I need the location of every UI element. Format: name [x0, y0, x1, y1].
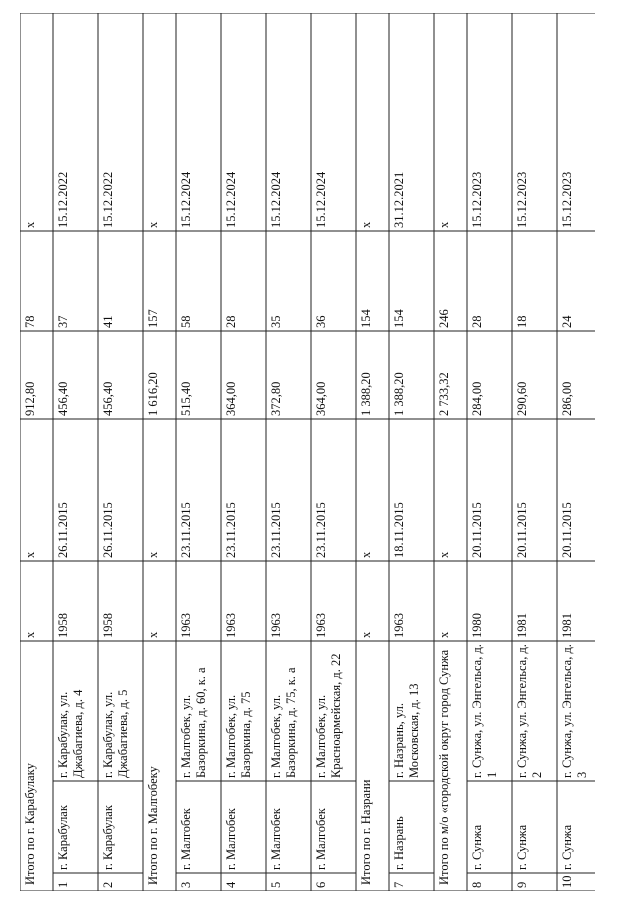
cell-city: г. Назрань — [392, 816, 406, 870]
cell-area: 286,00 — [560, 381, 574, 416]
cell-deadline: 15.12.2022 — [56, 171, 70, 228]
cell-address: г. Сунжа, ул. Энгельса, д. 3 — [560, 644, 589, 778]
cell-city: г. Сунжа — [470, 824, 484, 870]
cell-deadline: 15.12.2024 — [224, 171, 238, 228]
cell-address: г. Малгобек, ул. Базоркина, д. 60, к. а — [179, 667, 208, 778]
cell-recognition-date: 23.11.2015 — [179, 502, 193, 558]
cell-year-built: 1963 — [314, 613, 328, 638]
cell-recognition-date: 18.11.2015 — [392, 502, 406, 558]
cell-year-built: 1963 — [224, 613, 238, 638]
subtotal-area: 912,80 — [23, 381, 37, 416]
cell-area: 364,00 — [224, 381, 238, 416]
cell-residents: 35 — [269, 315, 283, 328]
cell-deadline: 15.12.2024 — [179, 171, 193, 228]
cell-residents: 41 — [101, 315, 115, 328]
cell-year-built: 1963 — [269, 613, 283, 638]
cell-address: г. Карабулак, ул. Джабагиева, д. 4 — [56, 689, 85, 778]
subtotal-year-built: х — [359, 631, 373, 638]
subtotal-recognition-date: х — [437, 551, 451, 558]
cell-row-number: 3 — [179, 881, 193, 888]
cell-row-number: 2 — [101, 881, 115, 888]
cell-area: 372,80 — [269, 381, 283, 416]
cell-row-number: 7 — [392, 881, 406, 888]
cell-city: г. Сунжа — [560, 824, 574, 870]
cell-deadline: 15.12.2024 — [269, 171, 283, 228]
subtotal-recognition-date: х — [146, 551, 160, 558]
cell-deadline: 15.12.2023 — [560, 171, 574, 228]
cell-year-built: 1963 — [179, 613, 193, 638]
subtotal-recognition-date: х — [23, 551, 37, 558]
subtotal-residents: 78 — [23, 315, 37, 328]
cell-residents: 28 — [470, 315, 484, 328]
cell-address: г. Малгобек, ул. Базоркина, д. 75 — [224, 691, 253, 778]
cell-deadline: 15.12.2024 — [314, 171, 328, 228]
cell-year-built: 1981 — [515, 613, 529, 638]
subtotal-area: 1 616,20 — [146, 372, 160, 416]
subtotal-deadline: х — [359, 221, 373, 228]
cell-area: 364,00 — [314, 381, 328, 416]
cell-city: г. Сунжа — [515, 824, 529, 870]
subtotal-year-built: х — [437, 631, 451, 638]
cell-area: 456,40 — [56, 381, 70, 416]
cell-recognition-date: 23.11.2015 — [314, 502, 328, 558]
cell-address: г. Карабулак, ул. Джабагиева, д. 5 — [101, 689, 130, 778]
subtotal-area: 1 388,20 — [359, 372, 373, 416]
cell-deadline: 15.12.2022 — [101, 171, 115, 228]
cell-recognition-date: 20.11.2015 — [515, 502, 529, 558]
cell-recognition-date: 23.11.2015 — [224, 502, 238, 558]
subtotal-area: 2 733,32 — [437, 372, 451, 416]
subtotal-residents: 154 — [359, 309, 373, 328]
cell-area: 456,40 — [101, 381, 115, 416]
cell-row-number: 8 — [470, 881, 484, 888]
cell-residents: 36 — [314, 315, 328, 328]
cell-address: г. Сунжа, ул. Энгельса, д. 1 — [470, 644, 499, 778]
cell-deadline: 15.12.2023 — [515, 171, 529, 228]
cell-residents: 24 — [560, 315, 574, 328]
cell-year-built: 1958 — [56, 613, 70, 638]
subtotal-label: Итого по м/о «городской округ город Сунжа — [437, 649, 451, 885]
cell-row-number: 6 — [314, 881, 328, 888]
subtotal-label: Итого по г. Малгобеку — [146, 766, 160, 885]
subtotal-year-built: х — [146, 631, 160, 638]
cell-address: г. Сунжа, ул. Энгельса, д. 2 — [515, 644, 544, 778]
subtotal-recognition-date: х — [359, 551, 373, 558]
cell-residents: 18 — [515, 315, 529, 328]
rotated-table-page — [20, 13, 595, 891]
cell-area: 290,60 — [515, 381, 529, 416]
cell-year-built: 1980 — [470, 613, 484, 638]
cell-recognition-date: 20.11.2015 — [470, 502, 484, 558]
subtotal-residents: 246 — [437, 309, 451, 328]
subtotal-deadline: х — [23, 221, 37, 228]
cell-row-number: 5 — [269, 881, 283, 888]
cell-city: г. Малгобек — [224, 808, 238, 870]
subtotal-label: Итого по г. Карабулаку — [23, 763, 37, 885]
subtotal-deadline: х — [437, 221, 451, 228]
cell-row-number: 9 — [515, 881, 529, 888]
cell-residents: 28 — [224, 315, 238, 328]
cell-year-built: 1958 — [101, 613, 115, 638]
cell-residents: 58 — [179, 315, 193, 328]
cell-deadline: 15.12.2023 — [470, 171, 484, 228]
cell-residents: 37 — [56, 315, 70, 328]
cell-recognition-date: 26.11.2015 — [101, 502, 115, 558]
cell-address: г. Назрань, ул. Московская, д. 13 — [392, 683, 421, 778]
cell-residents: 154 — [392, 309, 406, 328]
cell-city: г. Карабулак — [101, 805, 115, 870]
cell-area: 515,40 — [179, 381, 193, 416]
cell-city: г. Малгобек — [179, 808, 193, 870]
cell-deadline: 31.12.2021 — [392, 171, 406, 228]
cell-city: г. Малгобек — [269, 808, 283, 870]
cell-recognition-date: 20.11.2015 — [560, 502, 574, 558]
cell-address: г. Малгобек, ул. Красноармейская, д. 22 — [314, 653, 343, 778]
cell-row-number: 1 — [56, 881, 70, 888]
cell-row-number: 4 — [224, 881, 238, 888]
cell-row-number: 10 — [560, 876, 574, 888]
cell-city: г. Малгобек — [314, 808, 328, 870]
cell-year-built: 1963 — [392, 613, 406, 638]
cell-area: 284,00 — [470, 381, 484, 416]
subtotal-year-built: х — [23, 631, 37, 638]
cell-city: г. Карабулак — [56, 805, 70, 870]
subtotal-label: Итого по г. Назрани — [359, 779, 373, 885]
cell-address: г. Малгобек, ул. Базоркина, д. 75, к. а — [269, 667, 298, 778]
cell-year-built: 1981 — [560, 613, 574, 638]
cell-recognition-date: 23.11.2015 — [269, 502, 283, 558]
subtotal-residents: 157 — [146, 309, 160, 328]
cell-recognition-date: 26.11.2015 — [56, 502, 70, 558]
cell-area: 1 388,20 — [392, 372, 406, 416]
subtotal-deadline: х — [146, 221, 160, 228]
